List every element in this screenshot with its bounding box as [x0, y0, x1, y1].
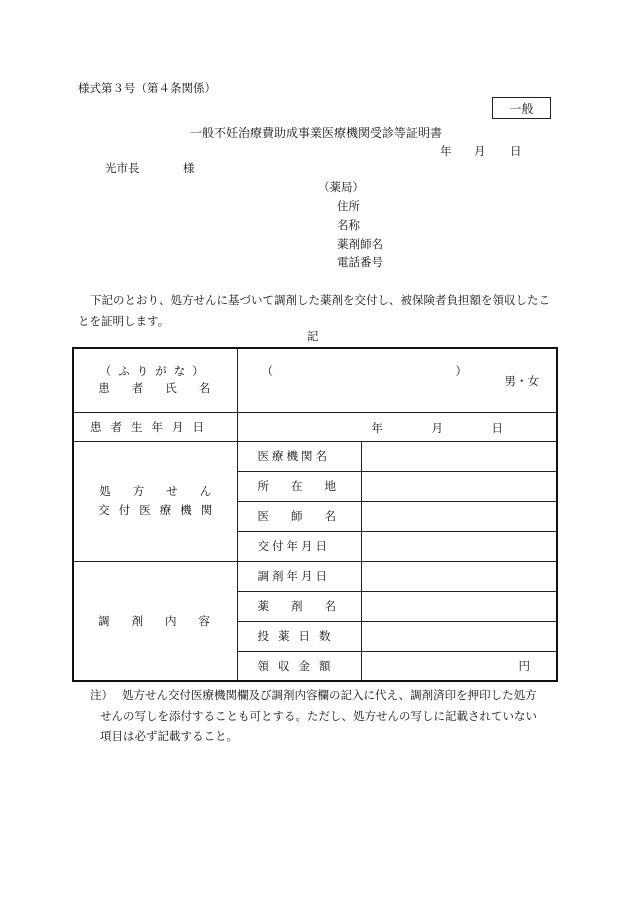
amount-value-cell [361, 651, 557, 681]
location-value [361, 471, 557, 501]
issue-date-label-cell [237, 531, 361, 561]
date-year-unit: 年 [440, 144, 452, 158]
location-label-cell [237, 471, 361, 501]
document-title: 一般不妊治療費助成事業医療機関受診等証明書 [190, 126, 443, 140]
medical-institution-value [361, 441, 557, 471]
medical-institution-label-cell [237, 441, 361, 471]
dispensing-date-label-cell [237, 561, 361, 591]
location-label: 所在地 [257, 479, 358, 493]
addressee-name: 光市長 [105, 161, 140, 175]
footnote-continuation [100, 706, 560, 747]
certification-statement: 下記のとおり、処方せんに基づいて調剤した薬剤を交付し、被保険者負担額を領収したことを証明します。 [78, 293, 550, 328]
dispensing-row-1 [73, 561, 557, 591]
footnote-line-2: せんの写しを添付することも可とする。ただし、処方せんの写しに記載されていない [100, 708, 537, 723]
drug-name-label-cell [237, 591, 361, 621]
gender-options: 男・女 [504, 374, 539, 388]
birthdate-row [73, 412, 557, 441]
issue-date-value [361, 531, 557, 561]
birth-month-unit: 月 [431, 420, 443, 435]
furigana-paren-close: ） [455, 364, 467, 378]
birthdate-label: 患者生年月日 [90, 419, 213, 434]
category-tag-label: 一般 [509, 101, 534, 116]
prescription-group-cell [73, 441, 237, 561]
issuer-address-label: 住所 [337, 199, 360, 213]
doctor-label: 医師名 [257, 509, 358, 523]
dispensing-group-label: 調剤内容 [98, 613, 232, 628]
doctor-value [361, 501, 557, 531]
dispensing-group-cell [73, 561, 237, 681]
yen-unit: 円 [518, 658, 530, 673]
prescription-row-1 [73, 441, 557, 471]
amount-label: 領収金額 [257, 658, 340, 673]
birthdate-value-cell [237, 412, 557, 441]
birthdate-label-cell [73, 412, 237, 441]
drug-name-value [361, 591, 557, 621]
patient-name-label: 患者氏名 [98, 381, 233, 396]
footnote-line-3: 項目は必ず記載すること。 [100, 729, 238, 743]
prescription-group-line1: 処方せん [99, 484, 234, 498]
footnote [90, 685, 560, 747]
dispensing-date-label: 調剤年月日 [257, 569, 330, 583]
furigana-paren-open: （ [261, 364, 273, 378]
furigana-label: （ふりがな） [99, 364, 211, 379]
prescription-group-line2: 交付医療機関 [98, 503, 222, 517]
issuer-heading: （薬局） [318, 180, 364, 194]
patient-name-row [73, 348, 557, 412]
issuer-name-label: 名称 [337, 218, 360, 232]
doctor-label-cell [237, 501, 361, 531]
dosage-days-label: 投薬日数 [257, 629, 340, 643]
date-day-unit: 日 [510, 144, 522, 158]
form-id: 様式第３号（第４条関係） [78, 81, 216, 95]
issuer-phone-label: 電話番号 [337, 255, 383, 269]
amount-label-cell [237, 651, 361, 681]
issue-date-label: 交付年月日 [257, 539, 330, 553]
issuer-pharmacist-label: 薬剤師名 [337, 237, 383, 251]
medical-institution-label: 医療機関名 [257, 449, 330, 463]
patient-name-label-cell [73, 348, 237, 412]
date-month-unit: 月 [474, 144, 486, 158]
dosage-days-value [361, 621, 557, 651]
footnote-head: 注） [90, 688, 113, 702]
footnote-line-1: 処方せん交付医療機関欄及び調剤内容欄の記入に代え、調剤済印を押印した処方 [122, 688, 537, 702]
drug-name-label: 薬剤名 [257, 599, 358, 613]
birth-day-unit: 日 [491, 420, 503, 435]
addressee-honorific: 様 [183, 161, 195, 175]
dosage-days-label-cell [237, 621, 361, 651]
patient-name-value-cell [237, 348, 557, 412]
dispensing-date-value [361, 561, 557, 591]
ki-heading: 記 [307, 329, 319, 343]
category-tag [492, 97, 551, 119]
birth-year-unit: 年 [371, 420, 383, 435]
certificate-table [72, 347, 558, 682]
footnote-body [122, 685, 560, 706]
